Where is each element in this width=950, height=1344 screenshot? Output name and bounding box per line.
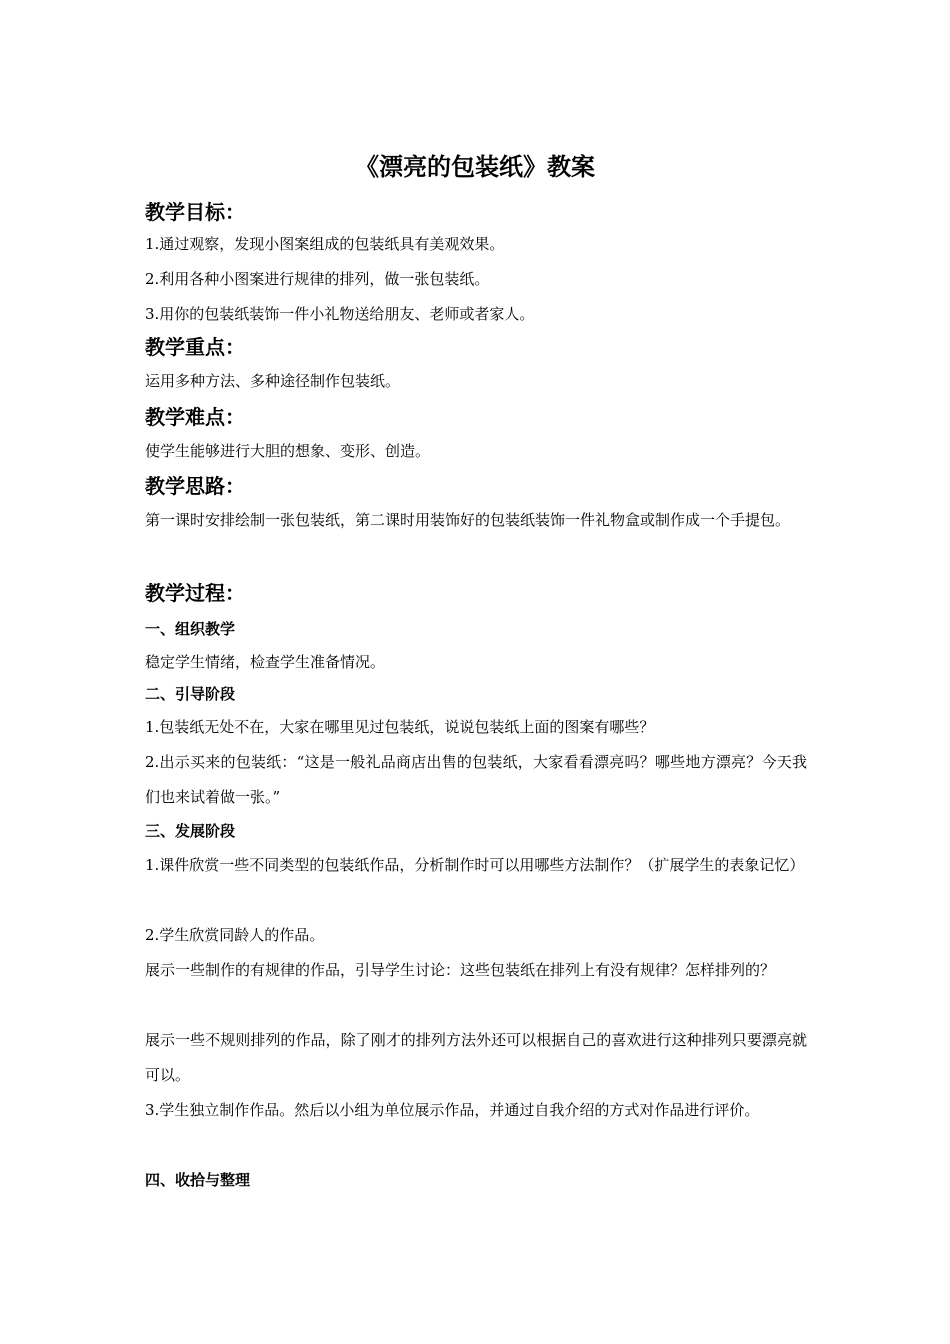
goal-item-2: 2.利用各种小图案进行规律的排列，做一张包装纸。	[145, 270, 490, 288]
difficulty-heading: 教学难点：	[145, 405, 245, 429]
goal-item-3: 3.用你的包装纸装饰一件小礼物送给朋友、老师或者家人。	[145, 305, 535, 323]
approach-heading: 教学思路：	[145, 474, 245, 498]
section-3-item-5: 3.学生独立制作作品。然后以小组为单位展示作品，并通过自我介绍的方式对作品进行评价。	[145, 1101, 760, 1119]
section-3-item-1: 1.课件欣赏一些不同类型的包装纸作品，分析制作时可以用哪些方法制作？（扩展学生的表象记忆）	[145, 856, 805, 874]
section-2-heading: 二、引导阶段	[145, 685, 236, 703]
section-2-item-1: 1.包装纸无处不在，大家在哪里见过包装纸，说说包装纸上面的图案有哪些？	[145, 718, 655, 736]
key-heading: 教学重点：	[145, 335, 245, 359]
difficulty-text: 使学生能够进行大胆的想象、变形、创造。	[145, 442, 431, 460]
section-3-item-3: 展示一些制作的有规律的作品，引导学生讨论：这些包装纸在排列上有没有规律？怎样排列的？	[145, 961, 776, 979]
section-2-item-2: 2.出示买来的包装纸：“这是一般礼品商店出售的包装纸，大家看看漂亮吗？哪些地方漂亮？今天我们也来试着做一张。”	[145, 753, 807, 806]
section-3-item-2: 2.学生欣赏同龄人的作品。	[145, 926, 325, 944]
approach-text: 第一课时安排绘制一张包装纸，第二课时用装饰好的包装纸装饰一件礼物盒或制作成一个手提包。	[145, 511, 791, 529]
section-3-item-4: 展示一些不规则排列的作品，除了刚才的排列方法外还可以根据自己的喜欢进行这种排列只要漂亮就可以。	[145, 1031, 807, 1084]
process-heading: 教学过程：	[145, 581, 245, 605]
section-3-heading: 三、发展阶段	[145, 822, 236, 840]
key-text: 运用多种方法、多种途径制作包装纸。	[145, 372, 401, 390]
section-1-heading: 一、组织教学	[145, 620, 236, 638]
goals-heading: 教学目标：	[145, 200, 245, 224]
goal-item-1: 1.通过观察，发现小图案组成的包装纸具有美观效果。	[145, 235, 505, 253]
document-title: 《漂亮的包装纸》教案	[355, 153, 595, 181]
section-1-text: 稳定学生情绪，检查学生准备情况。	[145, 653, 386, 671]
section-4-heading: 四、收拾与整理	[145, 1171, 251, 1189]
